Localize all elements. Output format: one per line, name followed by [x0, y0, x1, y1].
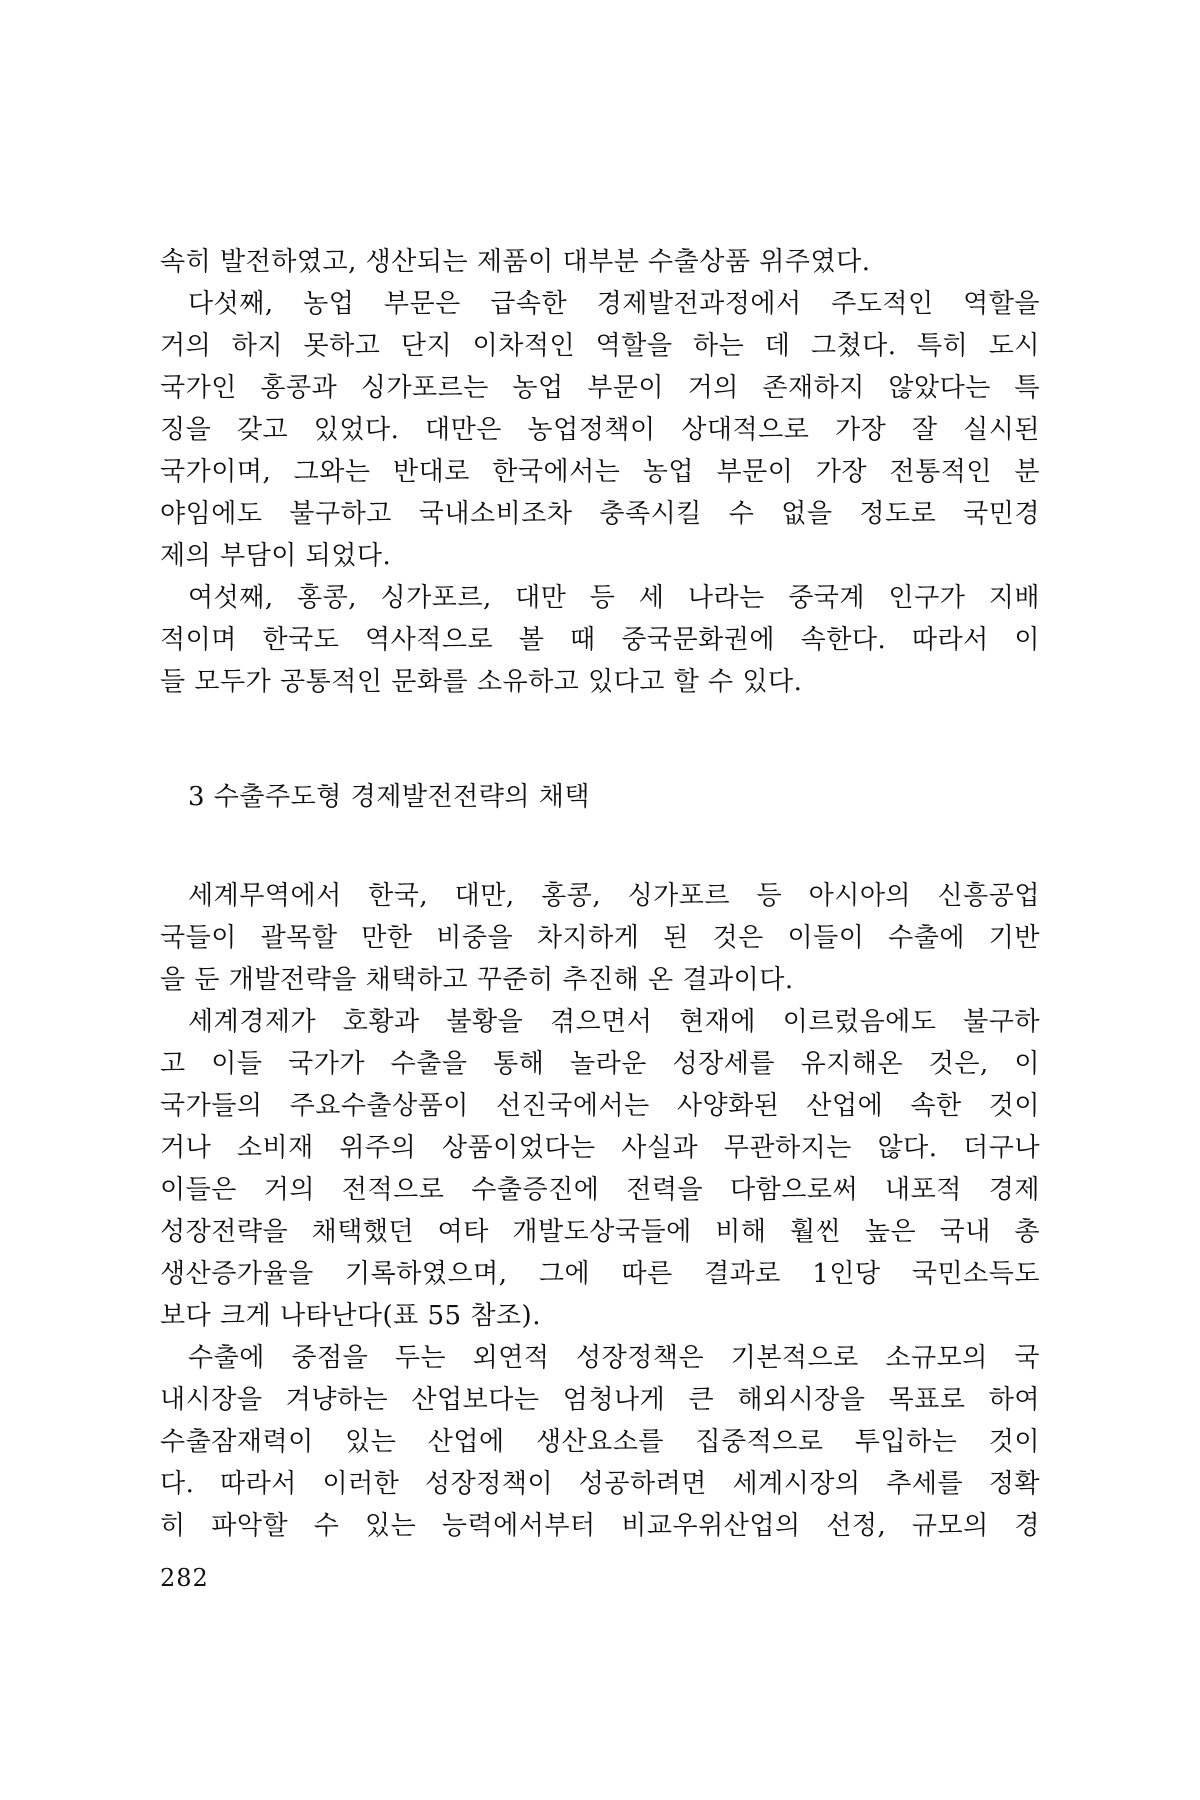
section-heading: 3 수출주도형 경제발전전략의 채택	[188, 782, 590, 812]
body-text-line: 생산증가율을 기록하였으며, 그에 따른 결과로 1인당 국민소득도	[160, 1259, 1040, 1289]
body-text-line: 적이며 한국도 역사적으로 볼 때 중국문화권에 속한다. 따라서 이	[160, 625, 1040, 655]
body-text-line: 다섯째, 농업 부문은 급속한 경제발전과정에서 주도적인 역할을	[188, 289, 1040, 319]
body-text-line: 국들이 괄목할 만한 비중을 차지하게 된 것은 이들이 수출에 기반	[160, 923, 1040, 953]
body-text-line: 세계무역에서 한국, 대만, 홍콩, 싱가포르 등 아시아의 신흥공업	[188, 881, 1040, 911]
body-text-line: 세계경제가 호황과 불황을 겪으면서 현재에 이르렀음에도 불구하	[188, 1007, 1040, 1037]
body-text-line: 들 모두가 공통적인 문화를 소유하고 있다고 할 수 있다.	[160, 667, 803, 697]
body-text-line: 야임에도 불구하고 국내소비조차 충족시킬 수 없을 정도로 국민경	[160, 499, 1040, 529]
body-text-line: 국가이며, 그와는 반대로 한국에서는 농업 부문이 가장 전통적인 분	[160, 457, 1040, 487]
page-number: 282	[160, 1564, 209, 1592]
body-text-line: 여섯째, 홍콩, 싱가포르, 대만 등 세 나라는 중국계 인구가 지배	[188, 583, 1040, 613]
body-text-line: 수출에 중점을 두는 외연적 성장정책은 기본적으로 소규모의 국	[188, 1343, 1040, 1373]
body-text-line: 고 이들 국가가 수출을 통해 놀라운 성장세를 유지해온 것은, 이	[160, 1049, 1040, 1079]
body-text-line: 제의 부담이 되었다.	[160, 541, 392, 571]
body-text-line: 히 파악할 수 있는 능력에서부터 비교우위산업의 선정, 규모의 경	[160, 1511, 1040, 1541]
body-text-line: 다. 따라서 이러한 성장정책이 성공하려면 세계시장의 추세를 정확	[160, 1469, 1040, 1499]
body-text-line: 보다 크게 나타난다(표 55 참조).	[160, 1301, 541, 1331]
body-text-line: 내시장을 겨냥하는 산업보다는 엄청나게 큰 해외시장을 목표로 하여	[160, 1385, 1040, 1415]
body-text-line: 거의 하지 못하고 단지 이차적인 역할을 하는 데 그쳤다. 특히 도시	[160, 331, 1040, 361]
body-text-line: 국가인 홍콩과 싱가포르는 농업 부문이 거의 존재하지 않았다는 특	[160, 373, 1040, 403]
body-text-line: 국가들의 주요수출상품이 선진국에서는 사양화된 산업에 속한 것이	[160, 1091, 1040, 1121]
body-text-line: 수출잠재력이 있는 산업에 생산요소를 집중적으로 투입하는 것이	[160, 1427, 1040, 1457]
body-text-line: 징을 갖고 있었다. 대만은 농업정책이 상대적으로 가장 잘 실시된	[160, 415, 1040, 445]
body-text-line: 이들은 거의 전적으로 수출증진에 전력을 다함으로써 내포적 경제	[160, 1175, 1040, 1205]
body-text-line: 을 둔 개발전략을 채택하고 꾸준히 추진해 온 결과이다.	[160, 965, 794, 995]
body-text-line: 거나 소비재 위주의 상품이었다는 사실과 무관하지는 않다. 더구나	[160, 1133, 1040, 1163]
body-text-line: 속히 발전하였고, 생산되는 제품이 대부분 수출상품 위주였다.	[160, 247, 871, 277]
body-text-line: 성장전략을 채택했던 여타 개발도상국들에 비해 훨씬 높은 국내 총	[160, 1217, 1040, 1247]
